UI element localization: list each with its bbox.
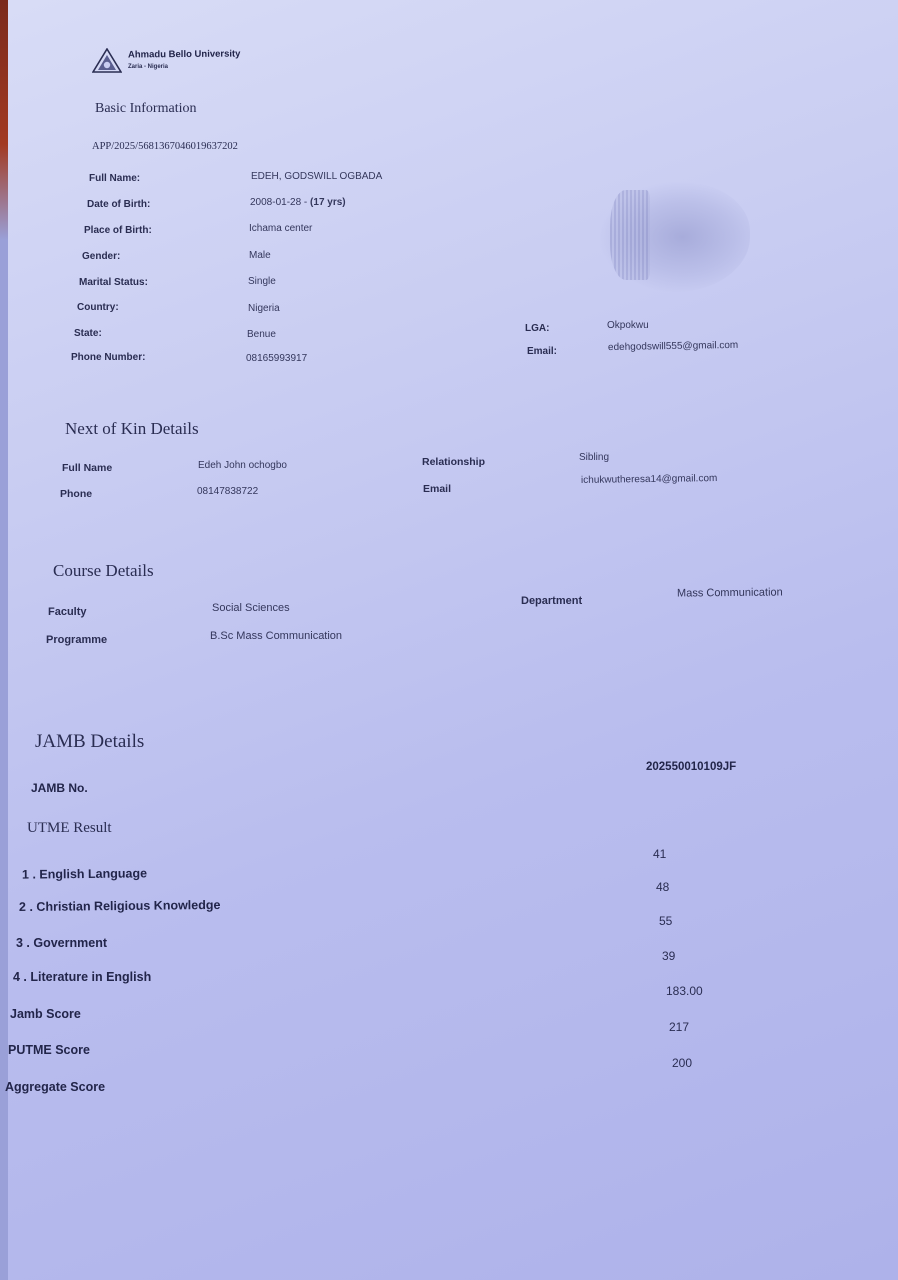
subject-row: 4 . Literature in English — [13, 970, 152, 984]
aggregate-score-value: 200 — [672, 1056, 693, 1070]
dob-label: Date of Birth: — [87, 199, 151, 210]
basic-info-heading: Basic Information — [95, 101, 197, 116]
kin-heading: Next of Kin Details — [65, 419, 199, 438]
faculty-label: Faculty — [48, 606, 87, 618]
gender-value: Male — [249, 250, 271, 261]
kin-relationship-label: Relationship — [422, 456, 486, 468]
kin-phone-label: Phone — [60, 488, 93, 500]
pob-label: Place of Birth: — [84, 225, 152, 236]
faculty-value: Social Sciences — [212, 602, 290, 614]
aggregate-score-label: Aggregate Score — [5, 1080, 106, 1094]
jamb-no-label: JAMB No. — [31, 781, 88, 795]
subject-score: 55 — [659, 914, 673, 928]
jamb-no-value: 202550010109JF — [646, 761, 737, 773]
subject-row: 1 . English Language — [21, 866, 148, 882]
kin-fullname-label: Full Name — [62, 462, 113, 474]
university-location: Zaria - Nigeria — [128, 64, 169, 70]
lga-value: Okpokwu — [607, 320, 649, 331]
phone-number-label: Phone Number: — [71, 352, 146, 363]
dob-date: 2008-01-28 - — [250, 197, 311, 208]
course-heading: Course Details — [53, 561, 154, 580]
gender-label: Gender: — [82, 251, 121, 262]
department-label: Department — [521, 595, 583, 607]
kin-phone-value: 08147838722 — [197, 486, 259, 497]
country-value: Nigeria — [248, 303, 280, 314]
email-value: edehgodswill555@gmail.com — [607, 339, 739, 354]
putme-score-label: PUTME Score — [8, 1043, 90, 1057]
kin-email-label: Email — [423, 483, 452, 495]
application-number: APP/2025/5681367046019637202 — [92, 141, 238, 152]
full-name-value: EDEH, GODSWILL OGBADA — [251, 171, 383, 182]
kin-relationship-value: Sibling — [579, 452, 610, 463]
phone-number-value: 08165993917 — [246, 353, 308, 364]
subject-score: 48 — [656, 880, 670, 894]
university-name: Ahmadu Bello University — [127, 48, 241, 61]
jamb-score-value: 183.00 — [666, 984, 703, 998]
subject-row: 2 . Christian Religious Knowledge — [18, 897, 221, 915]
putme-score-value: 217 — [669, 1020, 690, 1034]
country-label: Country: — [77, 302, 119, 313]
pob-value: Ichama center — [249, 223, 313, 234]
programme-label: Programme — [46, 634, 108, 646]
dob-age: (17 yrs) — [310, 197, 346, 208]
dob-value — [250, 197, 346, 208]
subject-row: 3 . Government — [16, 936, 107, 950]
printed-page — [8, 0, 898, 1280]
kin-fullname-value: Edeh John ochogbo — [198, 460, 287, 471]
email-label: Email: — [527, 346, 558, 357]
state-label: State: — [74, 328, 102, 339]
kin-email-value: ichukwutheresa14@gmail.com — [580, 473, 718, 486]
university-logo-icon — [92, 48, 122, 74]
jamb-heading: JAMB Details — [35, 731, 145, 752]
lga-label: LGA: — [525, 323, 550, 334]
jamb-score-label: Jamb Score — [10, 1007, 81, 1021]
state-value: Benue — [247, 329, 276, 340]
marital-status-label: Marital Status: — [79, 277, 148, 288]
department-value: Mass Communication — [676, 586, 783, 600]
marital-status-value: Single — [248, 276, 276, 287]
programme-value: B.Sc Mass Communication — [210, 630, 343, 642]
subject-score: 39 — [662, 949, 676, 963]
full-name-label: Full Name: — [89, 173, 141, 184]
subject-score: 41 — [653, 847, 667, 861]
passport-photo-shadow — [610, 190, 650, 280]
utme-heading: UTME Result — [27, 820, 112, 836]
